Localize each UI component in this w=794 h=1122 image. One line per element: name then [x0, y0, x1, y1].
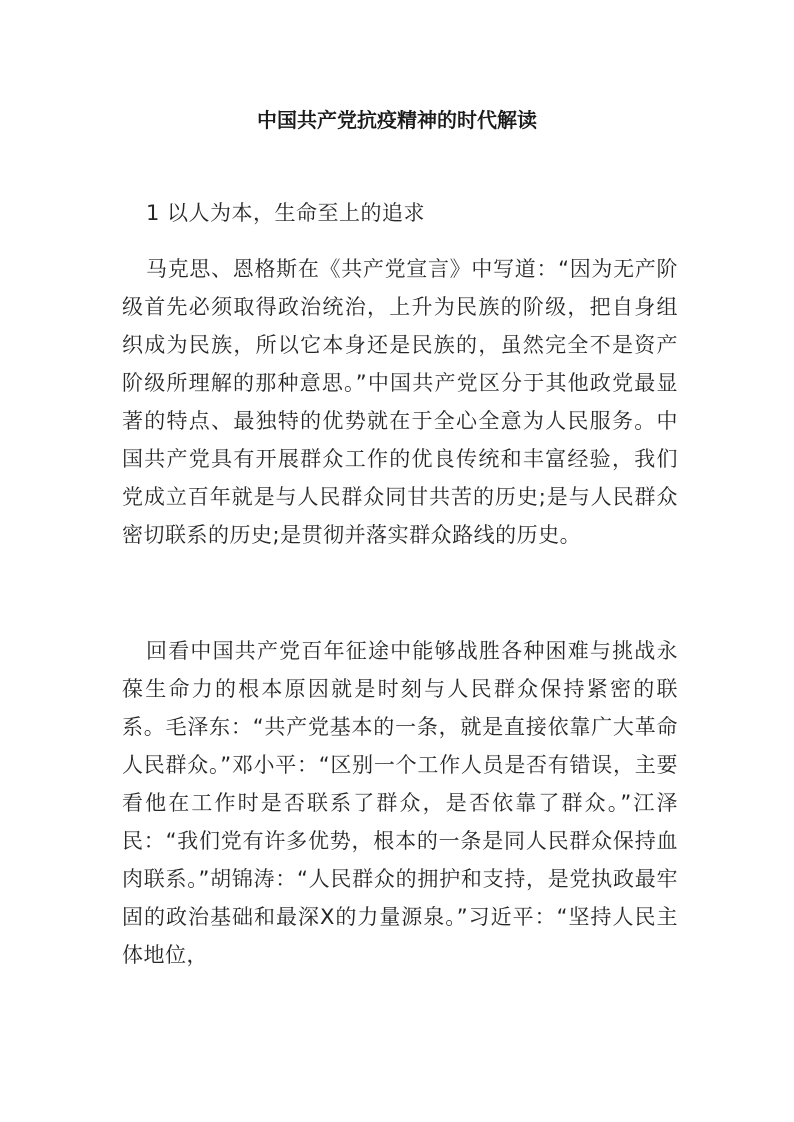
- section-heading: 1 以人为本，生命至上的追求: [146, 201, 426, 225]
- paragraph-1: 马克思、恩格斯在《共产党宣言》中写道：“因为无产阶级首先必须取得政治统治，上升为民族的阶级，把自身组织成为民族，所以它本身还是民族的，虽然完全不是资产阶级所理解的那种意思。”中国共产党区分于其他政党最显著的特点、最独特的优势就在于全心全意为人民服务。中国共产党具有开展群众工作的优良传统和丰富经验，我们党成立百年就是与人民群众同甘共苦的历史;是与人民群众密切联系的历史;是贯彻并落实群众路线的历史。: [122, 257, 678, 547]
- document-title: 中国共产党抗疫精神的时代解读: [257, 108, 537, 132]
- paragraph-2: 回看中国共产党百年征途中能够战胜各种困难与挑战永葆生命力的根本原因就是时刻与人民群众保持紧密的联系。毛泽东：“共产党基本的一条，就是直接依靠广大革命人民群众。”邓小平：“区别一个工作人员是否有错误，主要看他在工作时是否联系了群众，是否依靠了群众。”江泽民：“我们党有许多优势，根本的一条是同人民群众保持血肉联系。”胡锦涛：“人民群众的拥护和支持，是党执政最牢固的政治基础和最深X的力量源泉。”习近平：“坚持人民主体地位，: [122, 639, 678, 967]
